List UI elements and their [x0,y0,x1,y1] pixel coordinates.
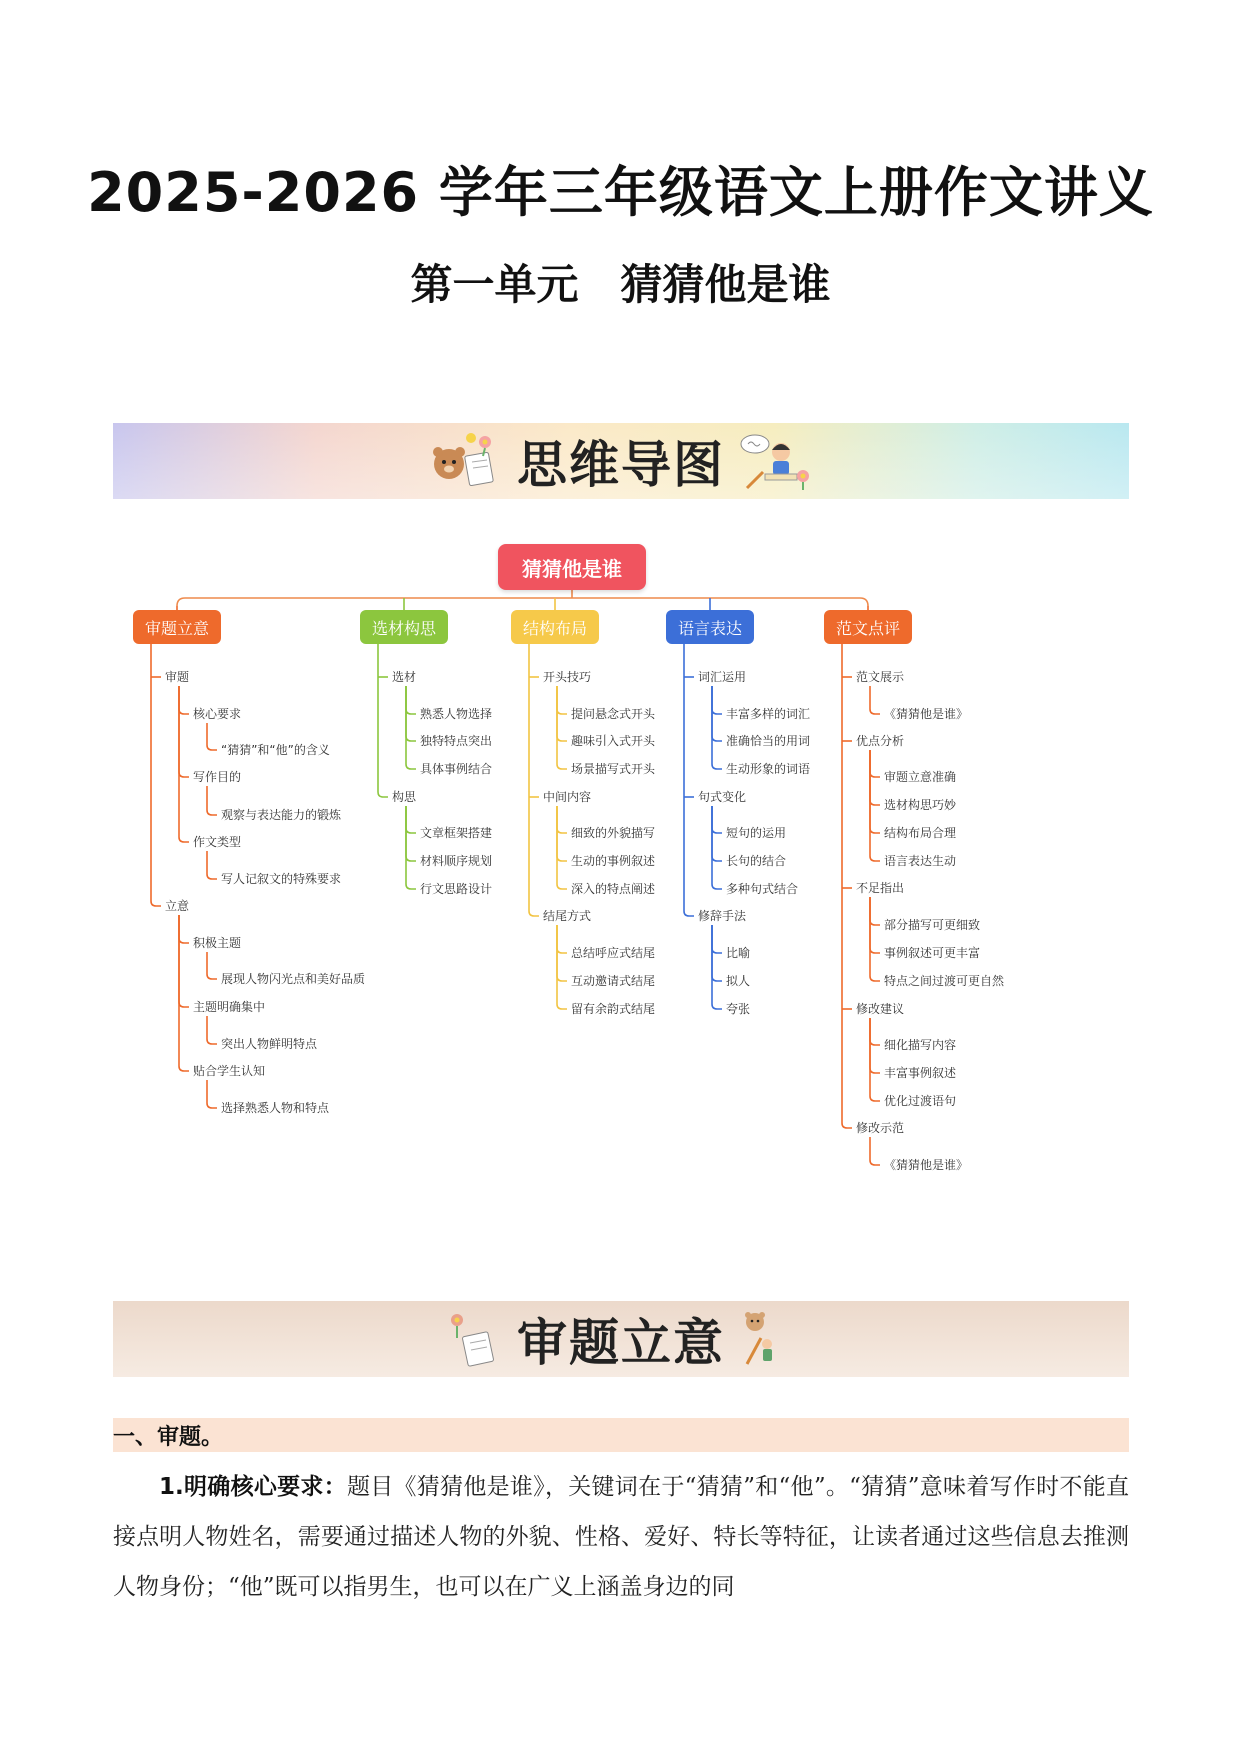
topic-analysis-banner-title: 审题立意 [517,1313,725,1372]
mind-map-node: 准确恰当的用词 [726,734,811,748]
mind-map-node: 结尾方式 [543,909,592,923]
mind-map-node: 拟人 [726,974,751,988]
mind-map-node: 文章框架搭建 [420,826,493,840]
section-heading: 一、审题。 [113,1418,1129,1452]
mind-map-node: 长句的结合 [726,854,787,868]
mind-map-node: 审题立意准确 [884,770,957,784]
mind-map-node: 短句的运用 [726,826,787,840]
mind-map-node: 优点分析 [856,734,905,748]
mind-map-node: 选材 [392,670,417,684]
mind-map-node: “猜猜”和“他”的含义 [221,743,330,757]
notebook-flower-icon [427,1308,505,1370]
mind-map-node: 结构布局合理 [884,826,957,840]
mind-map-node: 深入的特点阐述 [571,882,656,896]
page-title: 2025-2026 学年三年级语文上册作文讲义 [87,161,1154,224]
mind-map-node: 选择熟悉人物和特点 [221,1101,330,1115]
mind-map-node: 细致的外貌描写 [571,826,656,840]
mind-map-node: 审题 [165,670,190,684]
mind-map-node: 生动的事例叙述 [571,854,656,868]
body-paragraph [113,1462,1129,1612]
bear-pencil-icon [737,1308,815,1370]
mind-map-node: 具体事例结合 [420,762,493,776]
mind-map-node: 构思 [392,790,417,804]
mind-map-node: 丰富事例叙述 [884,1066,957,1080]
mind-map-node: 事例叙述可更丰富 [884,946,981,960]
mind-map-node: 核心要求 [193,707,242,721]
mind-map-node: 写人记叙文的特殊要求 [221,872,342,886]
mind-map-node: 范文展示 [856,670,905,684]
mind-map-node: 部分描写可更细致 [884,918,981,932]
mind-map-node: 特点之间过渡可更自然 [884,974,1005,988]
mind-map-node: 作文类型 [193,835,242,849]
mind-map-branch-3: 结构布局 [511,610,599,644]
mind-map-node: 场景描写式开头 [571,762,656,776]
paragraph-lead: 1.明确核心要求： [159,1474,347,1500]
mind-map-node: 贴合学生认知 [193,1064,266,1078]
mind-map-node: 选材构思巧妙 [884,798,957,812]
mind-map-banner-title: 思维导图 [517,435,725,494]
mind-map-node: 观察与表达能力的锻炼 [221,808,342,822]
mind-map-node: 总结呼应式结尾 [571,946,656,960]
mind-map-branch-1: 审题立意 [133,610,221,644]
mind-map-node: 材料顺序规划 [420,854,493,868]
mind-map-node: 不足指出 [856,881,905,895]
mind-map-node: 互动邀请式结尾 [571,974,656,988]
mind-map-branch-2: 选材构思 [360,610,448,644]
mind-map-node: 《猜猜他是谁》 [884,1158,969,1172]
mind-map-node: 语言表达生动 [884,854,957,868]
mind-map-root: 猜猜他是谁 [498,544,646,590]
mind-map-node: 修改建议 [856,1002,905,1016]
mind-map-node: 修改示范 [856,1121,905,1135]
mind-map-node: 突出人物鲜明特点 [221,1037,318,1051]
mind-map-node: 句式变化 [698,790,747,804]
mind-map-node: 多种句式结合 [726,882,799,896]
mind-map-branch-5: 范文点评 [824,610,912,644]
mind-map-node: 独特特点突出 [420,734,493,748]
mind-map [113,540,1129,1240]
mind-map-banner [113,423,1129,499]
mind-map-node: 立意 [165,899,190,913]
mind-map-node: 夸张 [726,1002,751,1016]
mind-map-node: 提问悬念式开头 [571,707,656,721]
mind-map-node: 留有余韵式结尾 [571,1002,656,1016]
mind-map-node: 细化描写内容 [884,1038,957,1052]
bear-book-icon [427,430,505,492]
mind-map-node: 生动形象的词语 [726,762,811,776]
mind-map-node: 趣味引入式开头 [571,734,656,748]
mind-map-node: 行文思路设计 [420,882,493,896]
topic-analysis-banner [113,1301,1129,1377]
mind-map-branch-4: 语言表达 [666,610,754,644]
mind-map-node: 修辞手法 [698,909,747,923]
mind-map-node: 《猜猜他是谁》 [884,707,969,721]
mind-map-node: 丰富多样的词汇 [726,707,811,721]
mind-map-node: 比喻 [726,946,751,960]
mind-map-node: 写作目的 [193,770,242,784]
mind-map-node: 积极主题 [193,936,242,950]
mind-map-node: 词汇运用 [698,670,747,684]
page-subtitle: 第一单元 猜猜他是谁 [410,260,831,309]
mind-map-node: 中间内容 [543,790,592,804]
paragraph-body: 题目《猜猜他是谁》，关键词在于“猜猜”和“他”。“猜猜”意味着写作时不能直接点明人物姓名，需要通过描述人物的外貌、性格、爱好、特长等特征，让读者通过这些信息去推测人物身份；“他”既可以指男生，也可以在广义上涵盖身边的同 [113,1474,1129,1600]
child-reading-icon [737,430,815,492]
mind-map-node: 开头技巧 [543,670,592,684]
mind-map-node: 优化过渡语句 [884,1094,957,1108]
mind-map-node: 熟悉人物选择 [420,707,493,721]
mind-map-node: 展现人物闪光点和美好品质 [221,972,366,986]
mind-map-node: 主题明确集中 [193,1000,266,1014]
